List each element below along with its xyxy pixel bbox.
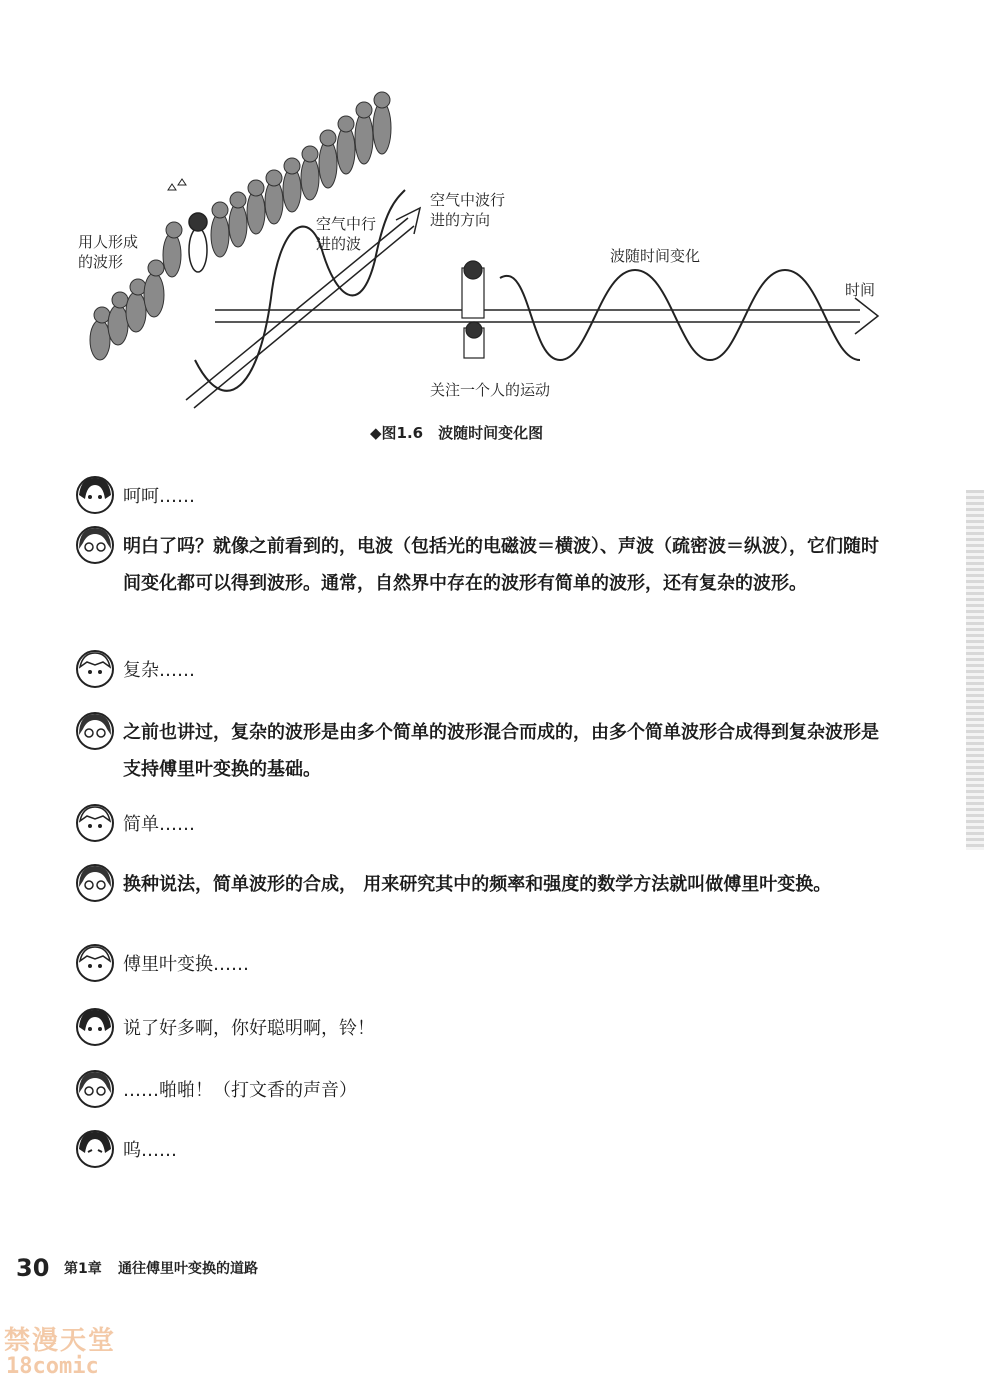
surprise-marks <box>168 179 186 190</box>
figure-caption: ◆图1.6 波随时间变化图 <box>370 424 544 442</box>
dialogue-line <box>75 1010 895 1047</box>
dialogue-text: 说了好多啊，你好聪明啊，铃！ <box>123 1018 375 1039</box>
miki-avatar-icon <box>75 943 115 983</box>
dialogue-line <box>75 478 895 515</box>
dialogue-text: 呵呵…… <box>123 486 195 507</box>
focus-person <box>462 261 484 358</box>
watermark-line2: 18comic <box>6 1354 99 1379</box>
dialogue-line <box>75 946 895 983</box>
dialogue-line <box>75 1132 895 1169</box>
watermark-line1: 禁漫天堂 <box>4 1326 117 1356</box>
dialogue-line <box>75 528 895 602</box>
rin-avatar-icon <box>75 525 115 565</box>
girl-in-crowd <box>189 213 207 272</box>
dialogue-text: 换种说法，简单波形的合成， 用来研究其中的频率和强度的数学方法就叫做傅里叶变换。 <box>123 874 832 895</box>
page-number: 30 <box>16 1254 50 1282</box>
label-wave-in-air: 空气中行 进的波 <box>316 215 377 253</box>
dialogue-line <box>75 806 895 843</box>
dialogue-line <box>75 714 895 788</box>
miki-avatar-icon <box>75 803 115 843</box>
time-wave-curve <box>500 270 860 360</box>
chapter-title: 通往傅里叶变换的道路 <box>118 1261 258 1277</box>
dialogue-text: 傅里叶变换…… <box>123 954 249 975</box>
dialogue-text: 明白了吗？就像之前看到的，电波（包括光的电磁波＝横波）、声波（疏密波＝纵波），它们随时间变化都可以得到波形。通常，自然界中存在的波形有简单的波形，还有复杂的波形。 <box>123 536 879 594</box>
label-direction: 空气中波行 进的方向 <box>430 191 506 229</box>
dialogue-text: 简单…… <box>123 814 195 835</box>
rin-avatar-icon <box>75 863 115 903</box>
miki-avatar-icon <box>75 649 115 689</box>
kaori-avatar-icon <box>75 475 115 515</box>
label-human-wave: 用人形成 的波形 <box>78 233 139 271</box>
label-focus: 关注一个人的运动 <box>430 381 551 399</box>
kaori-avatar-icon <box>75 1129 115 1169</box>
wave-figure <box>60 90 920 430</box>
chapter-label: 第1章 <box>64 1261 102 1277</box>
dialogue-text: ……啪啪！（打文香的声音） <box>123 1080 357 1101</box>
page-edge-mark <box>966 490 984 850</box>
dialogue-text: 之前也讲过，复杂的波形是由多个简单的波形混合而成的，由多个简单波形合成得到复杂波形是支持傅里叶变换的基础。 <box>123 722 879 780</box>
kaori-avatar-icon <box>75 1007 115 1047</box>
rin-avatar-icon <box>75 1069 115 1109</box>
dialogue-line <box>75 866 895 903</box>
label-time-axis: 时间 <box>845 281 876 299</box>
rin-avatar-icon <box>75 711 115 751</box>
dialogue-line <box>75 1072 895 1109</box>
label-wave-time: 波随时间变化 <box>610 247 701 265</box>
dialogue-text: 复杂…… <box>123 660 195 681</box>
time-axis-arrow <box>215 298 878 334</box>
dialogue-text: 呜…… <box>123 1140 177 1161</box>
dialogue-line <box>75 652 895 689</box>
